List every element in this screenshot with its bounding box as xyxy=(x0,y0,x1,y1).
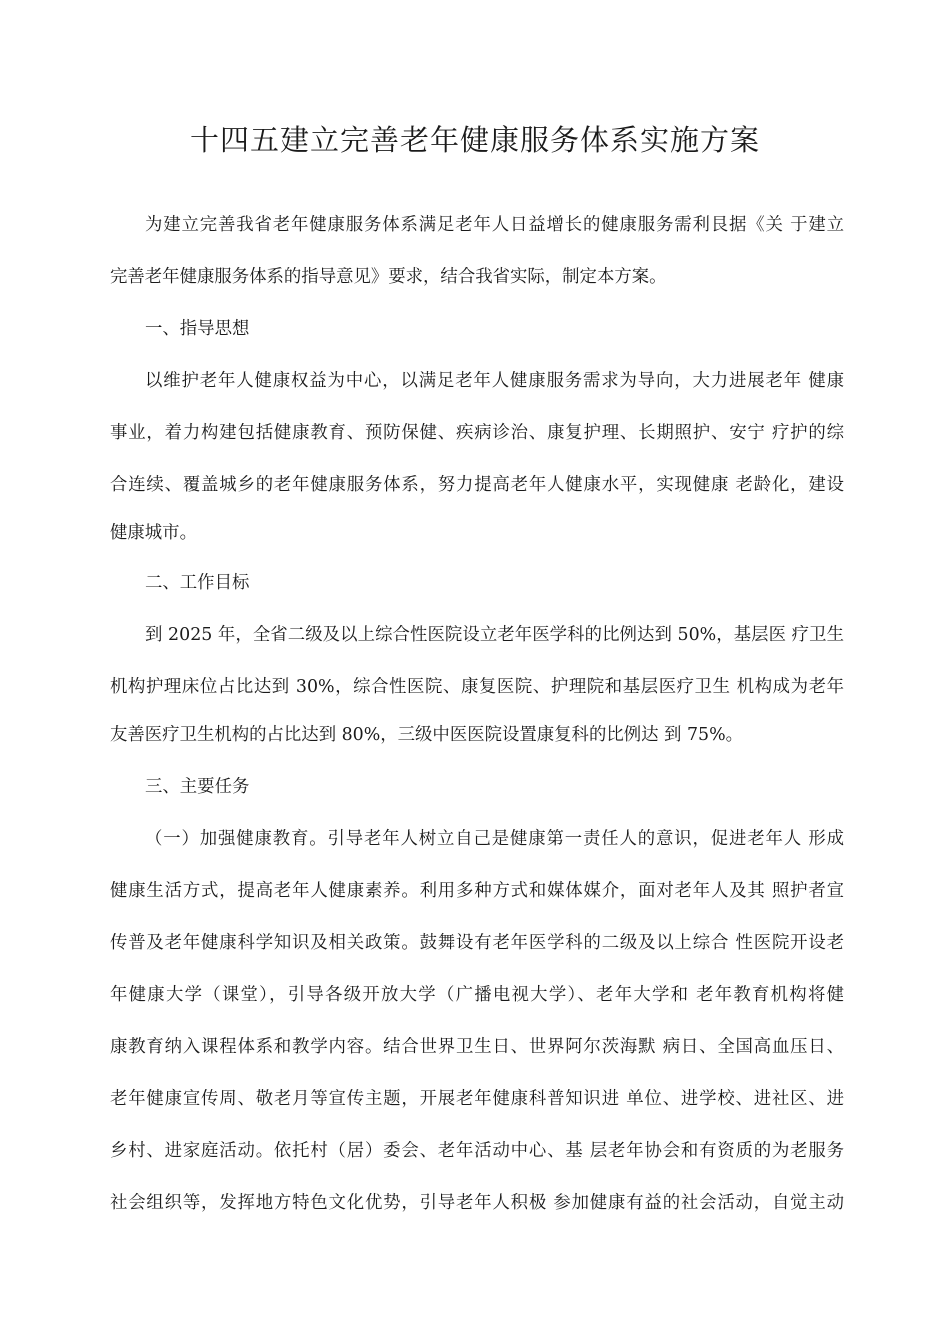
document-title: 十四五建立完善老年健康服务体系实施方案 xyxy=(189,123,760,157)
paragraph-line: 年健康大学（课堂），引导各级开放大学（广播电视大学）、老年大学和 老年教育机构将健 xyxy=(110,985,844,1005)
paragraph-line: 以维护老年人健康权益为中心，以满足老年人健康服务需求为导向，大力进展老年 健康 xyxy=(145,371,844,391)
section-heading-guiding-thought: 一、指导思想 xyxy=(145,319,250,339)
paragraph-line: 社会组织等，发挥地方特色文化优势，引导老年人积极 参加健康有益的社会活动，自觉主动 xyxy=(110,1193,844,1213)
paragraph-line: 传普及老年健康科学知识及相关政策。鼓舞设有老年医学科的二级及以上综合 性医院开设老 xyxy=(110,933,844,953)
paragraph-line: 康教育纳入课程体系和教学内容。结合世界卫生日、世界阿尔茨海默 病日、全国高血压日、 xyxy=(110,1037,844,1057)
paragraph-line: 友善医疗卫生机构的占比达到 80%，三级中医医院设置康复科的比例达 到 75%。 xyxy=(110,725,744,745)
paragraph-line: 事业，着力构建包括健康教育、预防保健、疾病诊治、康复护理、长期照护、安宁 疗护的综 xyxy=(110,423,844,443)
section-heading-main-tasks: 三、主要任务 xyxy=(145,777,250,797)
paragraph-line: 老年健康宣传周、敬老月等宣传主题，开展老年健康科普知识进 单位、进学校、进社区、进 xyxy=(110,1089,844,1109)
intro-line: 完善老年健康服务体系的指导意见》要求，结合我省实际，制定本方案。 xyxy=(110,267,667,287)
paragraph-line: 到 2025 年，全省二级及以上综合性医院设立老年医学科的比例达到 50%，基层医 疗卫生 xyxy=(145,625,844,645)
intro-line: 为建立完善我省老年健康服务体系满足老年人日益增长的健康服务需利艮据《关 于建立 xyxy=(145,215,844,235)
paragraph-line: 乡村、进家庭活动。依托村（居）委会、老年活动中心、基 层老年协会和有资质的为老服务 xyxy=(110,1141,844,1161)
paragraph-line: 健康城市。 xyxy=(110,523,197,543)
section-heading-work-goals: 二、工作目标 xyxy=(145,573,250,593)
paragraph-line: 合连续、覆盖城乡的老年健康服务体系，努力提高老年人健康水平，实现健康 老龄化，建设 xyxy=(110,475,844,495)
paragraph-line: 机构护理床位占比达到 30%，综合性医院、康复医院、护理院和基层医疗卫生 机构成为老年 xyxy=(110,677,844,697)
paragraph-line: 健康生活方式，提高老年人健康素养。利用多种方式和媒体媒介，面对老年人及其 照护者宣 xyxy=(110,881,844,901)
paragraph-line: （一）加强健康教育。引导老年人树立自己是健康第一责任人的意识，促进老年人 形成 xyxy=(145,829,844,849)
